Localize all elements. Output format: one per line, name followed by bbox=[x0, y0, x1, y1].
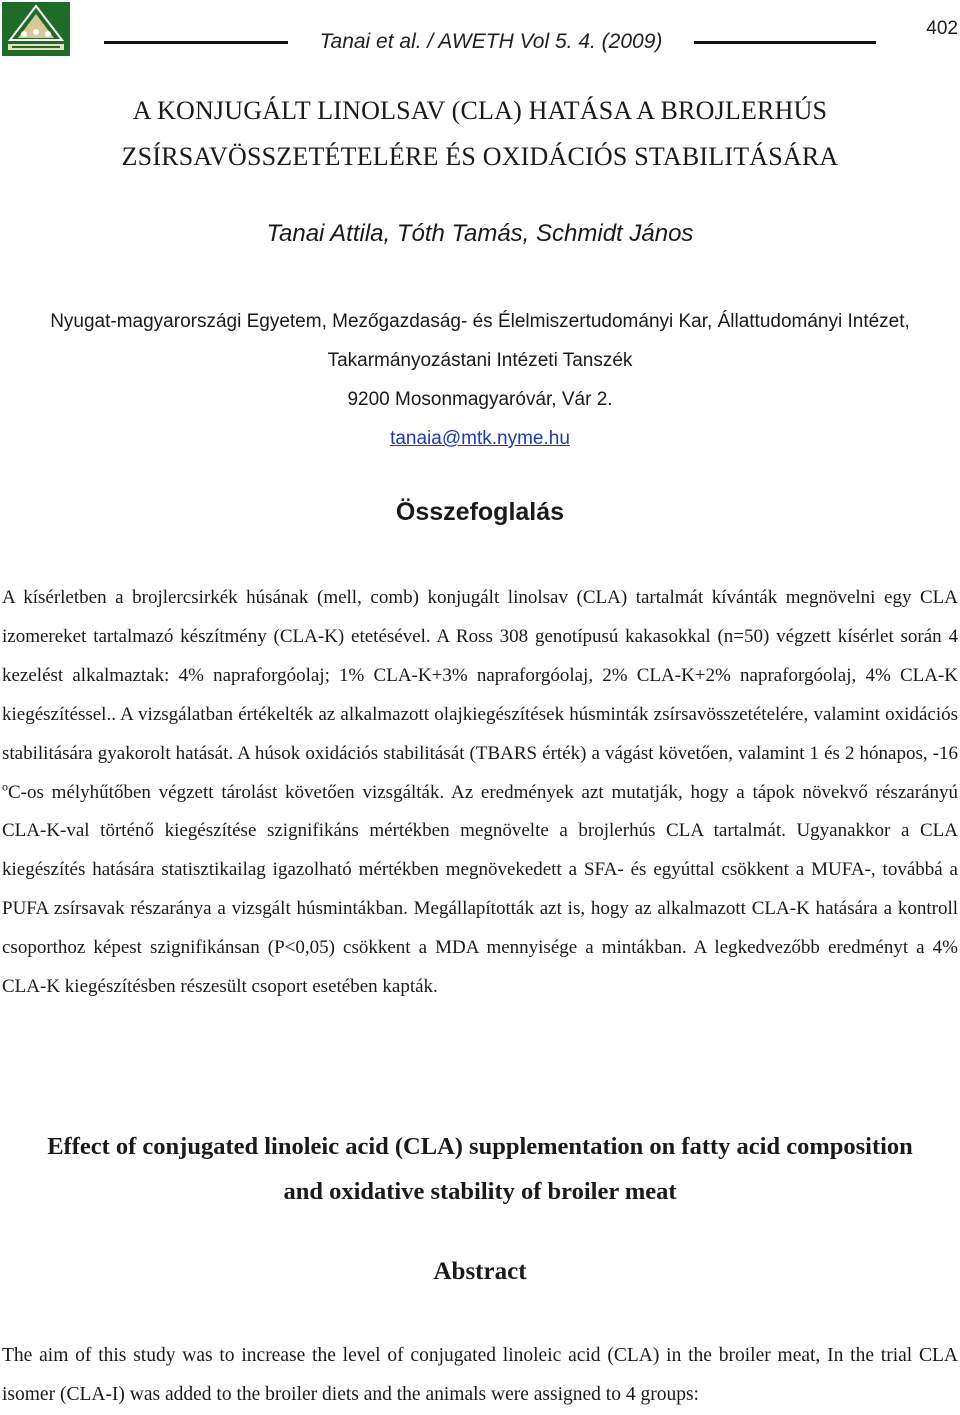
page-number: 402 bbox=[926, 18, 958, 39]
degree-superscript: o bbox=[2, 779, 8, 794]
title-hungarian-line-1: A KONJUGÁLT LINOLSAV (CLA) HATÁSA A BROJLERHÚS bbox=[132, 96, 828, 125]
section-heading-osszefoglalas: Összefoglalás bbox=[395, 498, 565, 526]
journal-logo-icon bbox=[2, 2, 70, 56]
title-english-line-1: Effect of conjugated linoleic acid (CLA) supplementation on fatty acid composition bbox=[47, 1133, 913, 1160]
abstract-hungarian bbox=[2, 579, 958, 1007]
abstract-hungarian-text-part-2: C-os mélyhűtőben végzett tárolást követően vizsgálták. Az eredmények azt mutatják, hogy a tápok növekvő részarányú CLA-K-val történő kiegészítése szignifikáns mértékben megnövelte a brojlerhús CLA tartalmát. Ugyanakkor a CLA kiegészítés hatására statisztikailag igazolható mértékben megnövekedett a SFA- és egyúttal csökkent a MUFA-, továbbá a PUFA zsírsavak részaránya a vizsgált húsmintákban. Megállapították azt is, hogy az alkalmazott CLA-K hatására a kontroll csoporthoz képest szignifikánsan (P<0,05) csökkent a MDA mennyisége a mintákban. A legkedvezőbb eredményt a 4% CLA-K kiegészítésben részesült csoport esetében kapták. bbox=[2, 781, 958, 998]
affiliation-line-1: Nyugat-magyarországi Egyetem, Mezőgazdaság- és Élelmiszertudományi Kar, Állattudományi Intézet, bbox=[50, 311, 910, 332]
running-head: Tanai et al. / AWETH Vol 5. 4. (2009) bbox=[319, 30, 663, 53]
title-hungarian bbox=[0, 88, 960, 180]
affiliation-address: 9200 Mosonmagyaróvár, Vár 2. bbox=[347, 389, 613, 410]
section-heading-abstract: Abstract bbox=[433, 1258, 527, 1285]
title-english-line-2: and oxidative stability of broiler meat bbox=[283, 1178, 677, 1205]
authors: Tanai Attila, Tóth Tamás, Schmidt János bbox=[266, 220, 694, 247]
header-rule-right bbox=[694, 41, 876, 44]
email-link[interactable]: tanaia@mtk.nyme.hu bbox=[390, 428, 570, 449]
header-rule-left bbox=[104, 41, 288, 44]
title-hungarian-line-2: ZSÍRSAVÖSSZETÉTELÉRE ÉS OXIDÁCIÓS STABILITÁSÁRA bbox=[121, 142, 839, 171]
affiliation-line-2: Takarmányozástani Intézeti Tanszék bbox=[327, 350, 633, 371]
title-english bbox=[0, 1124, 960, 1214]
abstract-hungarian-text-part-1: A kísérletben a brojlercsirkék húsának (mell, comb) konjugált linolsav (CLA) tartalmát kívánták megnövelni egy CLA izomereket tartalmazó készítmény (CLA-K) etetésével. A Ross 308 genotípusú kakasokkal (n=50) végzett kísérlet során 4 kezelést alkalmaztak: 4% napraforgóolaj; 1% CLA-K+3% napraforgóolaj, 2% CLA-K+2% napraforgóolaj, 4% CLA-K kiegészítéssel.. A vizsgálatban értékelték az alkalmazott olajkiegészítések húsminták zsírsavösszetételére, valamint oxidációs stabilitására gyakorolt hatását. A húsok oxidációs stabilitását (TBARS érték) a vágást követően, valamint 1 és 2 hónapos, -16 bbox=[2, 587, 958, 764]
abstract-english: The aim of this study was to increase the level of conjugated linoleic acid (CLA) in the broiler meat, In the trial CLA isomer (CLA-I) was added to the broiler diets and the animals were assigned to 4 groups: bbox=[2, 1345, 958, 1405]
affiliation bbox=[0, 302, 960, 458]
